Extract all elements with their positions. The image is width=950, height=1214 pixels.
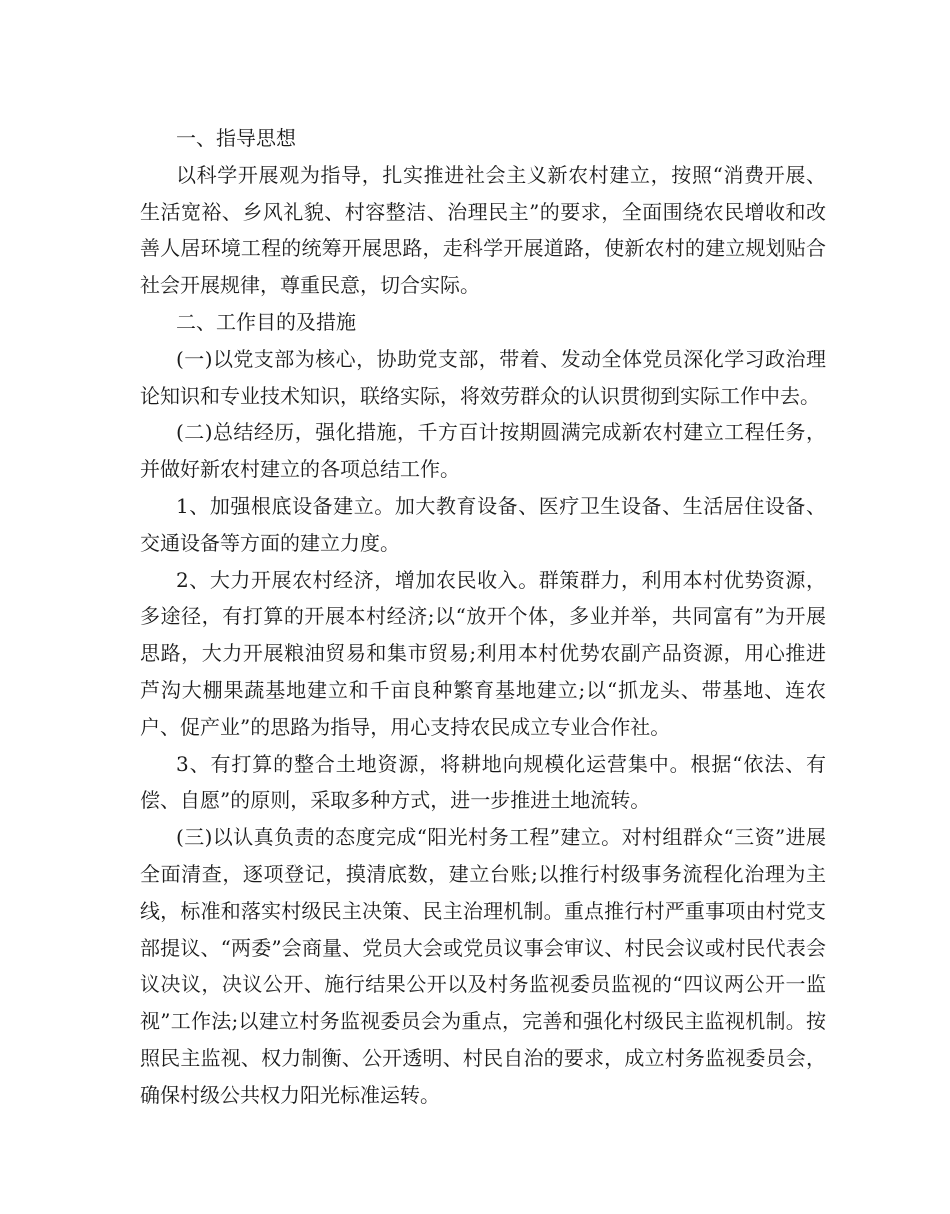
- paragraph-subitem-3: 3、有打算的整合土地资源，将耕地向规模化运营集中。根据“依法、有偿、自愿”的原则，采取多种方式，进一步推进土地流转。: [140, 751, 826, 813]
- section-heading-guiding-ideology: 一、指导思想: [176, 126, 296, 150]
- paragraph-guiding-ideology: 以科学开展观为指导，扎实推进社会主义新农村建立，按照“消费开展、生活宽裕、乡风礼貌、村容整洁、治理民主”的要求，全面围绕农民增收和改善人居环境工程的统筹开展思路，走科学开展道路，使新农村的建立规划贴合社会开展规律，尊重民意，切合实际。: [140, 162, 826, 298]
- paragraph-subitem-1: 1、加强根底设备建立。加大教育设备、医疗卫生设备、生活居住设备、交通设备等方面的建立力度。: [140, 493, 826, 555]
- section-heading-goals-measures: 二、工作目的及措施: [176, 309, 356, 334]
- paragraph-subitem-2: 2、大力开展农村经济，增加农民收入。群策群力，利用本村优势资源，多途径，有打算的开展本村经济;以“放开个体，多业并举，共同富有”为开展思路，大力开展粮油贸易和集市贸易;利用本村优势农副产品资源，用心推进芦沟大棚果蔬基地建立和千亩良种繁育基地建立;以“抓龙头、带基地、连农户、促产业”的思路为指导，用心支持农民成立专业合作社。: [140, 567, 826, 739]
- paragraph-item-1: (一)以党支部为核心，协助党支部，带着、发动全体党员深化学习政治理论知识和专业技术知识，联络实际，将效劳群众的认识贯彻到实际工作中去。: [140, 346, 826, 408]
- paragraph-item-3: (三)以认真负责的态度完成“阳光村务工程”建立。对村组群众“三资”进展全面清查，逐项登记，摸清底数，建立台账;以推行村级事务流程化治理为主线，标准和落实村级民主决策、民主治理机制。重点推行村严重事项由村党支部提议、“两委”会商量、党员大会或党员议事会审议、村民会议或村民代表会议决议，决议公开、施行结果公开以及村务监视委员监视的“四议两公开一监视”工作法;以建立村务监视委员会为重点，完善和强化村级民主监视机制。按照民主监视、权力制衡、公开透明、村民自治的要求，成立村务监视委员会，确保村级公共权力阳光标准运转。: [140, 825, 826, 1107]
- document-body: [140, 120, 826, 1114]
- paragraph-item-2: (二)总结经历，强化措施，千方百计按期圆满完成新农村建立工程任务，并做好新农村建立的各项总结工作。: [140, 420, 826, 482]
